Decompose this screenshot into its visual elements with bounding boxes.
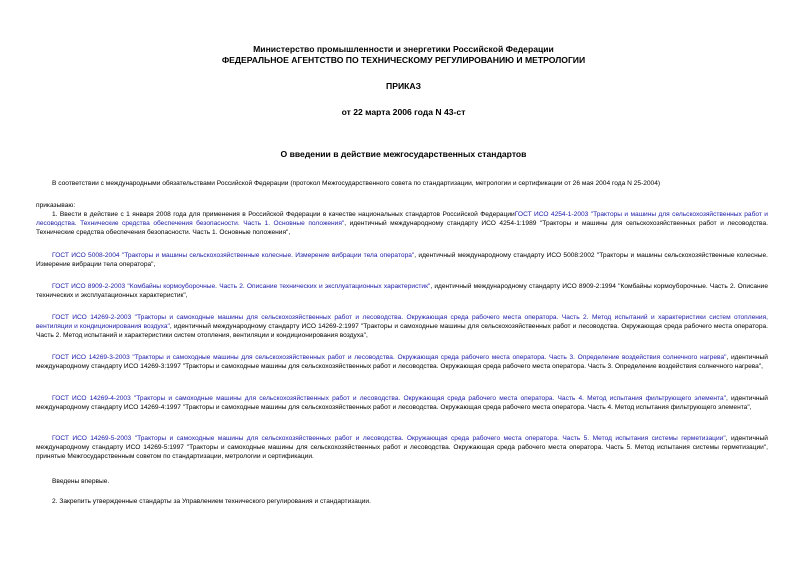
standard-text-5: , идентичный международному стандарту ИСО 14269-3:1997 "Тракторы и самоходные машины для сельскохозяйственных работ и лесоводства. Окружающая среда рабочего места оператора. Часть 3. Определение воздействия солнечного нагрева",: [36, 354, 768, 370]
standard-text-7: , идентичный международному стандарту ИСО 14269-5:1997 "Тракторы и самоходные машины для сельскохозяйственных работ и лесоводства. Окружающая среда рабочего места оператора. Часть 5. Метод испытания системы герметизации", принятые Межгосударственным советом по стандартизации, метрологии и сертификации.: [36, 435, 768, 460]
first-time-note: Введены впервые.: [52, 478, 110, 485]
standard-item-4: [36, 314, 768, 341]
item1-prefix: 1. Ввести в действие с 1 января 2008 года для применения в Российской Федерации в качестве национальных стандартов Российской Федерации: [52, 211, 515, 218]
standard-item-6: [36, 395, 768, 413]
standard-link-3[interactable]: ГОСТ ИСО 8909-2-2003 "Комбайны кормоуборочные. Часть 2. Описание технических и эксплуатационных характеристик": [52, 283, 431, 290]
standard-item-5: [36, 354, 768, 372]
standard-link-4[interactable]: ГОСТ ИСО 14269-2-2003 "Тракторы и самоходные машины для сельскохозяйственных работ и лесоводства. Окружающая среда рабочего места оператора. Часть 2. Метод испытаний и характеристики систем отопления, вентиляции и кондиционирования воздуха": [36, 314, 768, 330]
standard-text-1: , идентичный международному стандарту ИСО 4254-1:1989 "Тракторы и машины для сельскохозяйственных работ и лесоводства. Технические средства обеспечения безопасности. Часть 1. Основные положения",: [36, 219, 768, 236]
standard-text-6: , идентичный международному стандарту ИСО 14269-4:1997 "Тракторы и самоходные машины для сельскохозяйственных работ и лесоводства. Окружающая среда рабочего места оператора. Часть 4. Метод испытания фильтрующего элемента",: [36, 395, 768, 411]
ministry-title: Министерство промышленности и энергетики Российской Федерации: [253, 44, 554, 54]
standard-link-6[interactable]: ГОСТ ИСО 14269-4-2003 "Тракторы и самоходные машины для сельскохозяйственных работ и лесоводства. Окружающая среда рабочего места оператора. Часть 4. Метод испытания фильтрующего элемента": [52, 395, 726, 402]
agency-title: ФЕДЕРАЛЬНОЕ АГЕНТСТВО ПО ТЕХНИЧЕСКОМУ РЕГУЛИРОВАНИЮ И МЕТРОЛОГИИ: [221, 55, 586, 65]
standard-text-2: , идентичный международному стандарту ИСО 5008:2002 "Тракторы и машины сельскохозяйственные колесные. Измерение вибрации тела оператора",: [36, 252, 768, 268]
standard-item-1: [36, 211, 768, 238]
document-type: ПРИКАЗ: [386, 81, 421, 91]
standard-item-3: [36, 283, 768, 301]
document-date: от 22 марта 2006 года N 43-ст: [341, 107, 466, 117]
standard-item-7: [36, 435, 768, 462]
item-2: 2. Закрепить утвержденные стандарты за Управлением технического регулирования и стандартизации.: [52, 498, 371, 505]
standard-link-5[interactable]: ГОСТ ИСО 14269-3-2003 "Тракторы и самоходные машины для сельскохозяйственных работ и лесоводства. Окружающая среда рабочего места оператора. Часть 3. Определение воздействия солнечного нагрева": [52, 354, 727, 361]
standard-item-2: [36, 252, 768, 270]
standard-text-3: , идентичный международному стандарту ИСО 8909-2:1994 "Комбайны кормоуборочные. Часть 2. Описание технических и эксплуатационных характеристик",: [36, 283, 768, 299]
standard-link-2[interactable]: ГОСТ ИСО 5008-2004 "Тракторы и машины сельскохозяйственные колесные. Измерение вибрации тела оператора": [52, 252, 415, 259]
standard-link-1[interactable]: ГОСТ ИСО 4254-1-2003 "Тракторы и машины для сельскохозяйственных работ и лесоводства. Технические средства обеспечения безопасности. Часть 1. Основные положения": [36, 211, 768, 227]
standard-link-7[interactable]: ГОСТ ИСО 14269-5-2003 "Тракторы и самоходные машины для сельскохозяйственных работ и лесоводства. Окружающая среда рабочего места оператора. Часть 5. Метод испытания системы герметизации": [52, 435, 726, 442]
document-subject: О введении в действие межгосударственных стандартов: [280, 149, 527, 159]
intro-paragraph: В соответствии с международными обязательствами Российской Федерации (протокол Межгосударственного совета по стандартизации, метрологии и сертификации от 26 мая 2004 года N 25-2004): [52, 180, 661, 187]
standard-text-4: , идентичный международному стандарту ИСО 14269-2:1997 "Тракторы и самоходные машины для сельскохозяйственных работ и лесоводства. Окружающая среда рабочего места оператора. Часть 2. Метод испытаний и характеристики систем отопления, вентиляции и кондиционирования воздуха",: [36, 322, 768, 339]
orders-label: приказываю:: [36, 202, 76, 209]
